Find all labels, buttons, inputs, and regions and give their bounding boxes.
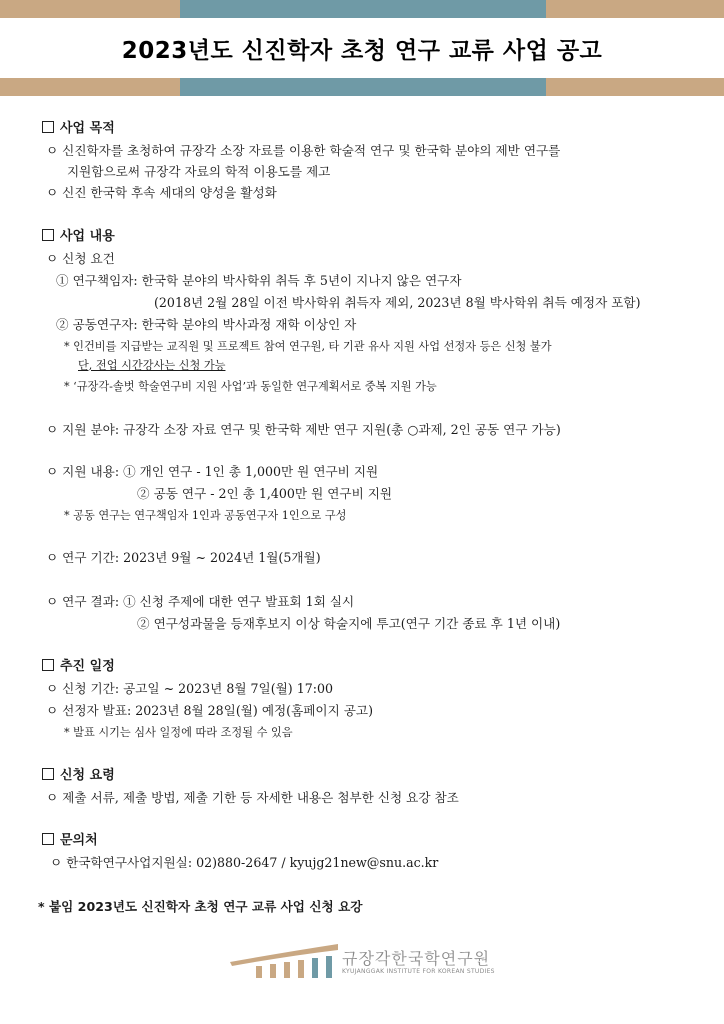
purpose-line-2: 지원함으로써 규장각 자료의 학적 이용도를 제고	[67, 164, 331, 179]
checkbox-square-icon	[42, 229, 54, 241]
support-field: ㅇ 지원 분야: 규장각 소장 자료 연구 및 한국학 제반 연구 지원(총 ○과제, 2인 공동 연구 가능)	[46, 422, 561, 437]
schedule-application: ㅇ 신청 기간: 공고일 ~ 2023년 8월 7일(월) 17:00	[46, 681, 334, 696]
requirement-principal-note: (2018년 2월 28일 이전 박사학위 취득자 제외, 2023년 8월 박사학위 취득 예정자 포함)	[154, 295, 641, 310]
support-content-2: ② 공동 연구 - 2인 총 1,400만 원 연구비 지원	[137, 486, 393, 501]
eligibility-note-1-exception: 단, 전업 시간강사는 신청 가능	[78, 359, 226, 372]
checkbox-square-icon	[42, 121, 54, 133]
attachment-note: * 붙임 2023년도 신진학자 초청 연구 교류 사업 신청 요강	[38, 899, 363, 914]
application-guide: ㅇ 제출 서류, 제출 방법, 제출 기한 등 자세한 내용은 첨부한 신청 요강 참조	[46, 790, 459, 805]
section-content-heading: 사업 내용	[42, 229, 115, 245]
purpose-line-1: ㅇ 신진학자를 초청하여 규장각 소장 자료를 이용한 학술적 연구 및 한국학 분야의 제반 연구를	[46, 143, 561, 158]
research-result-2: ② 연구성과물을 등재후보지 이상 학술지에 투고(연구 기간 종료 후 1년 이내)	[137, 616, 561, 631]
institute-name: 규장각한국학연구원	[342, 949, 491, 968]
checkbox-square-icon	[42, 768, 54, 780]
bottom-color-band	[0, 78, 724, 96]
institute-english-name: KYUJANGGAK INSTITUTE FOR KOREAN STUDIES	[342, 968, 495, 975]
requirement-principal: ① 연구책임자: 한국학 분야의 박사학위 취득 후 5년이 지나지 않은 연구자	[56, 273, 462, 288]
section-contact-heading: 문의처	[42, 833, 98, 849]
support-content-1: ㅇ 지원 내용: ① 개인 연구 - 1인 총 1,000만 원 연구비 지원	[46, 464, 379, 479]
top-color-band	[0, 0, 724, 18]
section-application-heading: 신청 요령	[42, 768, 115, 784]
section-schedule-heading: 추진 일정	[42, 659, 115, 675]
eligibility-note-1: * 인건비를 지급받는 교직원 및 프로젝트 참여 연구원, 타 기관 유사 지원 사업 선정자 등은 신청 불가	[64, 340, 552, 353]
checkbox-square-icon	[42, 833, 54, 845]
purpose-line-3: ㅇ 신진 한국학 후속 세대의 양성을 활성화	[46, 185, 277, 200]
section-purpose-heading: 사업 목적	[42, 121, 115, 137]
schedule-note: * 발표 시기는 심사 일정에 따라 조정될 수 있음	[64, 726, 293, 739]
eligibility-note-2: * ‘규장각-솔벗 학술연구비 지원 사업’과 동일한 연구계획서로 중복 지원 가능	[64, 380, 437, 393]
research-result-1: ㅇ 연구 결과: ① 신청 주제에 대한 연구 발표회 1회 실시	[46, 594, 355, 609]
requirement-co-researcher: ② 공동연구자: 한국학 분야의 박사과정 재학 이상인 자	[56, 317, 357, 332]
research-period: ㅇ 연구 기간: 2023년 9월 ~ 2024년 1월(5개월)	[46, 550, 321, 565]
requirements-title: ㅇ 신청 요건	[46, 251, 115, 266]
support-content-note: * 공동 연구는 연구책임자 1인과 공동연구자 1인으로 구성	[64, 509, 347, 522]
schedule-announcement: ㅇ 선정자 발표: 2023년 8월 28일(월) 예정(홈페이지 공고)	[46, 703, 373, 718]
contact-info: ㅇ 한국학연구사업지원실: 02)880-2647 / kyujg21new@snu.ac.kr	[50, 855, 439, 870]
checkbox-square-icon	[42, 659, 54, 671]
page-title: 2023년도 신진학자 초청 연구 교류 사업 공고	[121, 38, 603, 64]
